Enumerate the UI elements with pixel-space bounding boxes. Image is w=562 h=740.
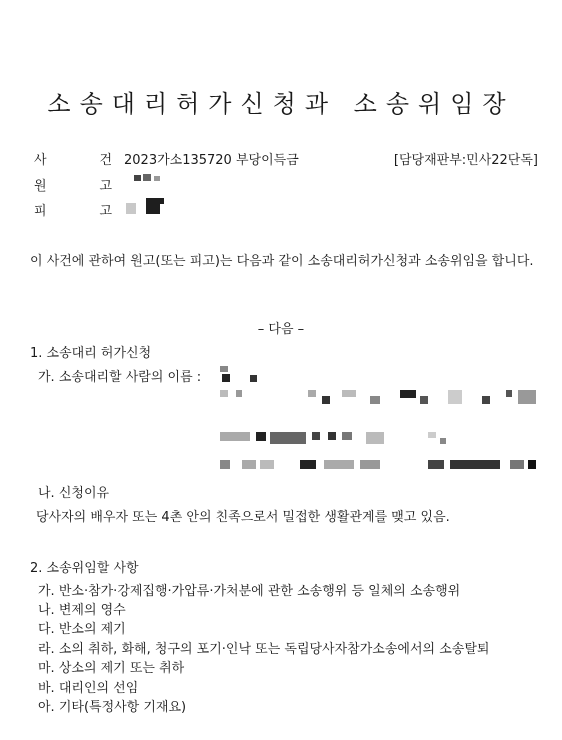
section1-reason: 당사자의 배우자 또는 4촌 안의 친족으로서 밀접한 생활관계를 맺고 있음. [36, 510, 450, 525]
section2-item: 다. 반소의 제기 [38, 622, 126, 637]
intro-paragraph: 이 사건에 관하여 원고(또는 피고)는 다음과 같이 소송대리허가신청과 소송위임을 합니다. [30, 254, 534, 269]
department-label: [담당재판부:민사22단독] [393, 153, 538, 168]
defendant-name-redacted [124, 198, 166, 216]
case-number-label: 사 건 [34, 153, 112, 168]
case-number-value: 2023가소135720 부당이득금 [124, 153, 299, 168]
section2-item: 라. 소의 취하, 화해, 청구의 포기·인낙 또는 독립당사자참가소송에서의 소송탈퇴 [38, 642, 490, 657]
section2-item: 아. 기타(특정사항 기재요) [38, 700, 187, 715]
heading-next: – 다음 – [257, 322, 305, 337]
section2-item: 바. 대리인의 선임 [38, 681, 139, 696]
section2-item: 나. 변제의 영수 [38, 603, 126, 618]
document-title: 소송대리허가신청과 소송위임장 [47, 90, 515, 118]
section1-item-ga: 가. 소송대리할 사람의 이름 : [38, 370, 202, 385]
section1-title: 1. 소송대리 허가신청 [30, 346, 152, 361]
agent-info-redacted [220, 366, 540, 470]
section2-title: 2. 소송위임할 사항 [30, 561, 139, 576]
plaintiff-label: 원 고 [34, 179, 112, 194]
defendant-label: 피 고 [34, 204, 112, 219]
section2-item: 마. 상소의 제기 또는 취하 [38, 661, 185, 676]
section1-item-na: 나. 신청이유 [38, 486, 110, 501]
section2-item: 가. 반소·참가·강제집행·가압류·가처분에 관한 소송행위 등 일체의 소송행위 [38, 584, 461, 599]
plaintiff-name-redacted [134, 172, 164, 184]
